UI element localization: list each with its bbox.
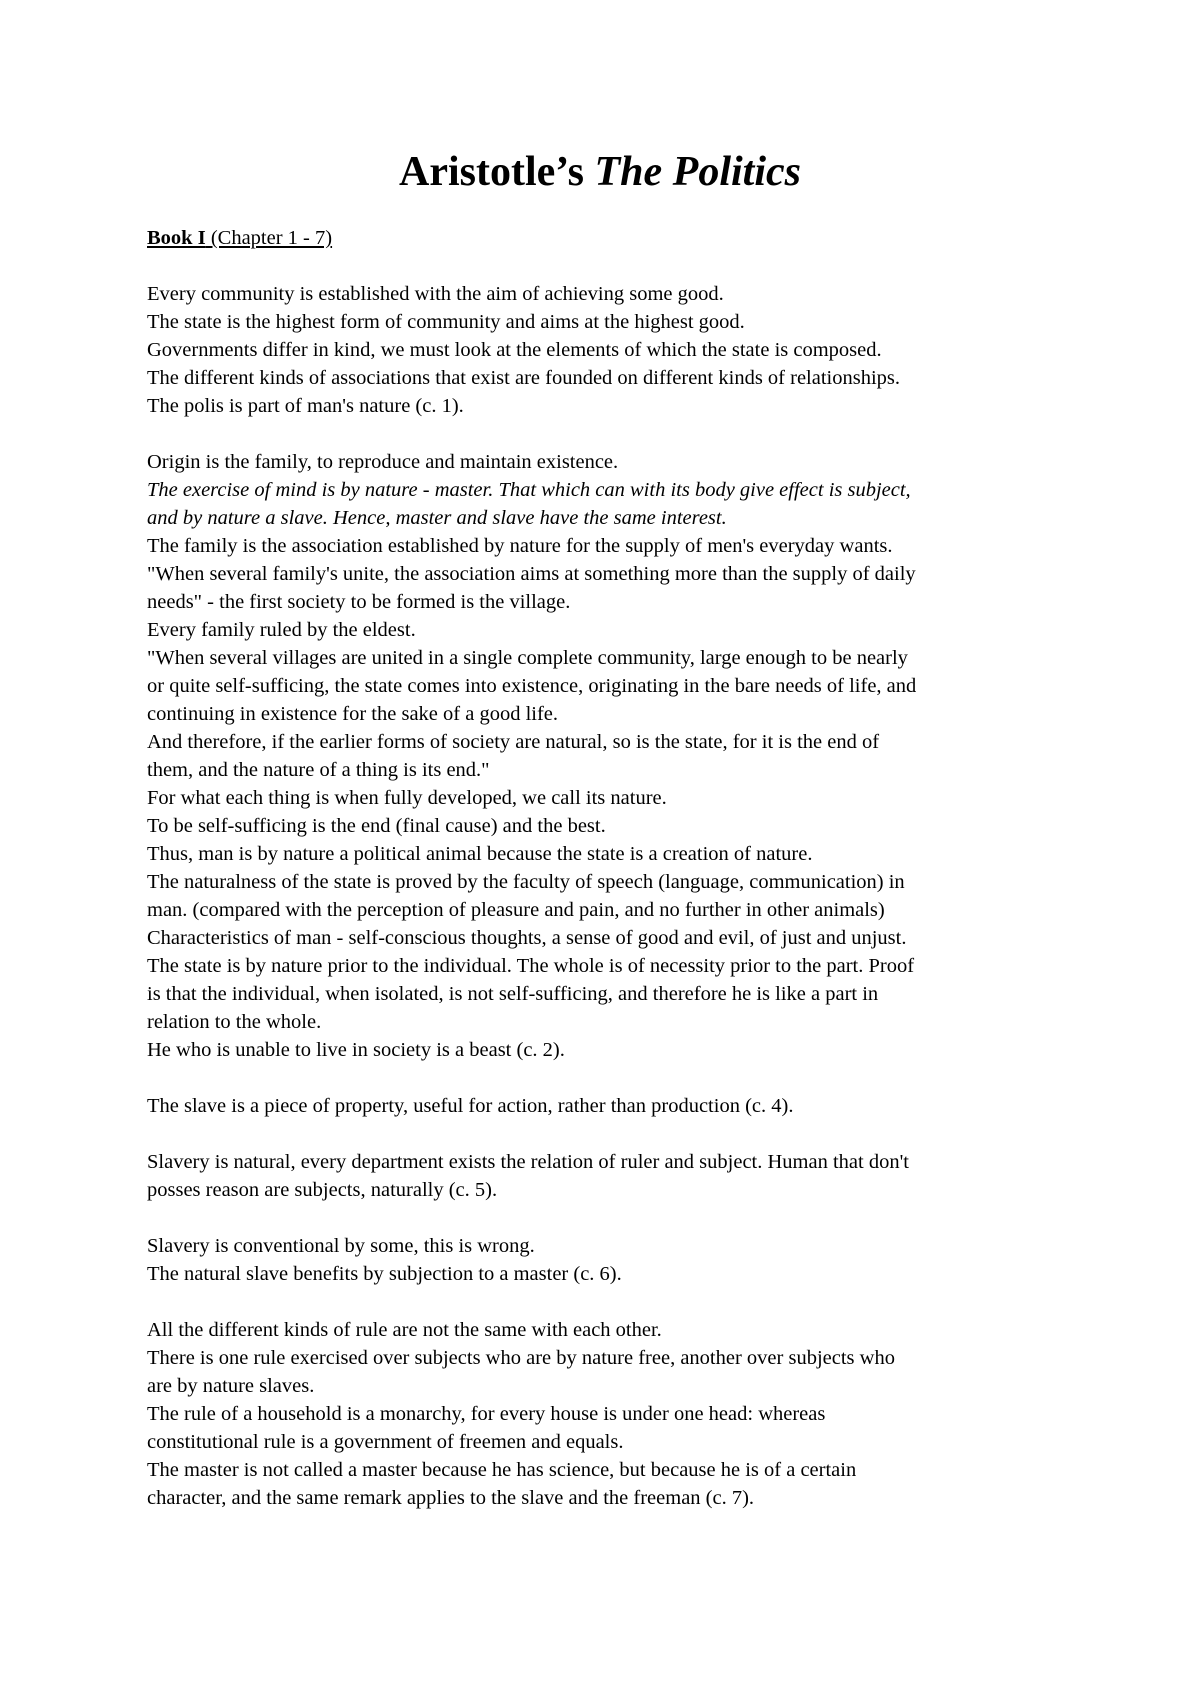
text-line: Slavery is natural, every department exists the relation of ruler and subject. Human that don't: [147, 1151, 909, 1173]
section-heading-book: Book I: [147, 227, 206, 249]
text-line: Governments differ in kind, we must look at the elements of which the state is composed.: [147, 339, 882, 361]
section-heading: [147, 224, 1077, 252]
paragraph-4: [147, 1148, 1077, 1204]
text-line: All the different kinds of rule are not the same with each other.: [147, 1319, 662, 1341]
text-line: posses reason are subjects, naturally (c. 5).: [147, 1179, 498, 1201]
text-line: To be self-sufficing is the end (final cause) and the best.: [147, 815, 606, 837]
text-line: The rule of a household is a monarchy, for every house is under one head: whereas: [147, 1403, 826, 1425]
paragraph-1: [147, 280, 1077, 420]
text-line: He who is unable to live in society is a beast (c. 2).: [147, 1039, 565, 1061]
section-heading-chapters: (Chapter 1 - 7): [205, 227, 333, 249]
text-line: There is one rule exercised over subjects who are by nature free, another over subjects who: [147, 1347, 895, 1369]
document-title: [0, 146, 1200, 198]
text-line: are by nature slaves.: [147, 1375, 315, 1397]
title-italic: The Politics: [594, 149, 802, 195]
italic-text-line: The exercise of mind is by nature - master. That which can with its body give effect is subject,: [147, 479, 911, 501]
text-line: The slave is a piece of property, useful for action, rather than production (c. 4).: [147, 1095, 794, 1117]
text-line: The polis is part of man's nature (c. 1).: [147, 395, 464, 417]
text-line: needs" - the first society to be formed is the village.: [147, 591, 571, 613]
title-main: Aristotle’s: [398, 149, 595, 195]
text-line: The master is not called a master because he has science, but because he is of a certain: [147, 1459, 857, 1481]
paragraph-6: [147, 1316, 1077, 1512]
text-line: is that the individual, when isolated, is not self-sufficing, and therefore he is like a part in: [147, 983, 879, 1005]
text-line: Slavery is conventional by some, this is wrong.: [147, 1235, 535, 1257]
text-line: continuing in existence for the sake of a good life.: [147, 703, 559, 725]
text-line: The naturalness of the state is proved by the faculty of speech (language, communication) in: [147, 871, 905, 893]
paragraph-3: [147, 1092, 1077, 1120]
italic-text-line: and by nature a slave. Hence, master and slave have the same interest.: [147, 507, 727, 529]
text-line: relation to the whole.: [147, 1011, 322, 1033]
text-line: Every family ruled by the eldest.: [147, 619, 416, 641]
text-line: For what each thing is when fully developed, we call its nature.: [147, 787, 667, 809]
text-line: constitutional rule is a government of freemen and equals.: [147, 1431, 624, 1453]
text-line: The state is by nature prior to the individual. The whole is of necessity prior to the part. Proof: [147, 955, 915, 977]
text-line: The state is the highest form of community and aims at the highest good.: [147, 311, 745, 333]
text-line: character, and the same remark applies to the slave and the freeman (c. 7).: [147, 1487, 755, 1509]
paragraph-5: [147, 1232, 1077, 1288]
text-line: them, and the nature of a thing is its end.": [147, 759, 490, 781]
text-line: Origin is the family, to reproduce and maintain existence.: [147, 451, 619, 473]
paragraph-2: [147, 448, 1077, 1064]
text-line: "When several family's unite, the association aims at something more than the supply of daily: [147, 563, 916, 585]
text-line: The different kinds of associations that exist are founded on different kinds of relationships.: [147, 367, 901, 389]
text-line: man. (compared with the perception of pleasure and pain, and no further in other animals): [147, 899, 885, 921]
text-line: And therefore, if the earlier forms of society are natural, so is the state, for it is the end of: [147, 731, 880, 753]
document-body: [147, 224, 1077, 1540]
text-line: Characteristics of man - self-conscious thoughts, a sense of good and evil, of just and unjust.: [147, 927, 907, 949]
text-line: The natural slave benefits by subjection to a master (c. 6).: [147, 1263, 622, 1285]
text-line: Thus, man is by nature a political animal because the state is a creation of nature.: [147, 843, 813, 865]
text-line: or quite self-sufficing, the state comes into existence, originating in the bare needs of life, and: [147, 675, 917, 697]
text-line: The family is the association established by nature for the supply of men's everyday wants.: [147, 535, 893, 557]
text-line: "When several villages are united in a single complete community, large enough to be nearly: [147, 647, 908, 669]
text-line: Every community is established with the aim of achieving some good.: [147, 283, 724, 305]
